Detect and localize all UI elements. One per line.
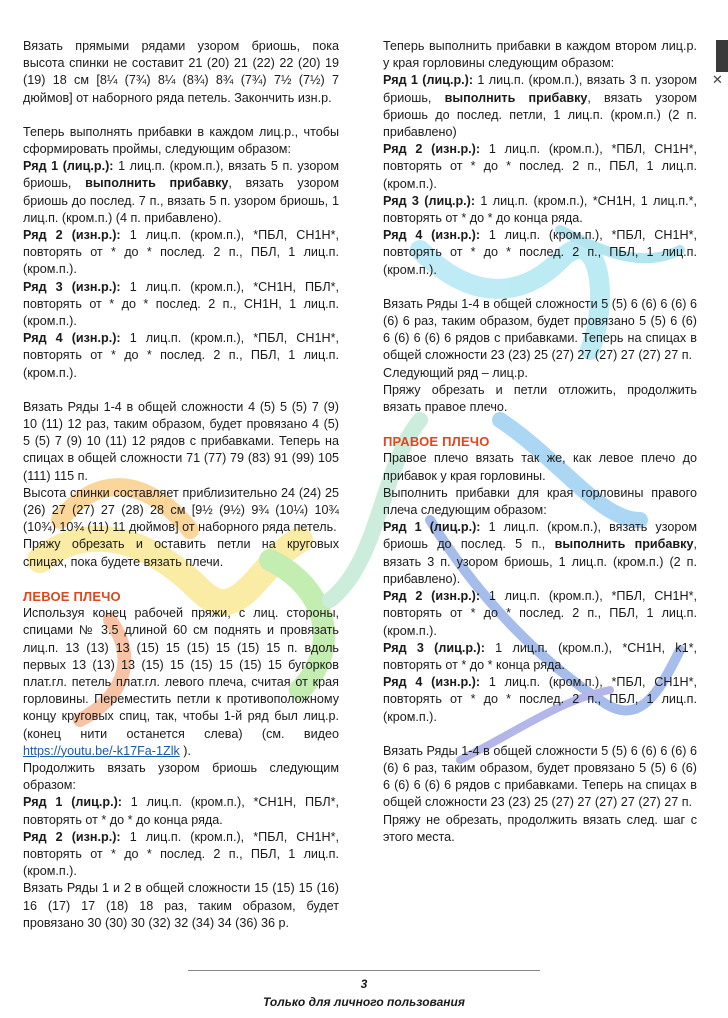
paragraph: Вязать Ряды 1-4 в общей сложности 5 (5) 6 (6) 6 (6) 6 (6) 6 раз, таким образом, будет провязано 5 (5) 6 (6) 6 (6) 6 (6) 6 рядов с прибавками. Теперь на спицах в общей сложности 23 (23) 25 (27) 27 (27) 27 (27) 27 п.	[383, 296, 697, 363]
right-column	[383, 38, 697, 846]
row-3-instruction: Ряд 3 (лиц.р.): 1 лиц.п. (кром.п.), *СН1Н, k1*, повторять от * до * конца ряда.	[383, 640, 697, 672]
paragraph: Следующий ряд – лиц.р.	[383, 365, 528, 380]
paragraph: Вязать Ряды 1 и 2 в общей сложности 15 (15) 15 (16) 16 (17) 17 (18) 18 раз, таким образом, будет провязано 30 (30) 30 (32) 32 (34) 34 (36) 36 р.	[23, 881, 339, 930]
row-2-instruction: Ряд 2 (изн.р.): 1 лиц.п. (кром.п.), *ПБЛ, СН1Н*, повторять от * до * послед. 2 п., ПБЛ, 1 лиц.п. (кром.п.).	[23, 829, 339, 879]
paragraph: Вязать Ряды 1-4 в общей сложности 5 (5) 6 (6) 6 (6) 6 (6) 6 раз, таким образом, будет провязано 5 (5) 6 (6) 6 (6) 6 (6) 6 рядов с прибавками. Теперь на спицах в общей сложности 23 (23) 25 (27) 27 (27) 27 (27) 27 п.	[383, 743, 697, 810]
paragraph: Теперь выполнить прибавки в каждом втором лиц.р. у края горловины следующим образом:	[383, 39, 697, 71]
row-1-instruction: Ряд 1 (лиц.р.): 1 лиц.п. (кром.п.), *СН1Н, ПБЛ*, повторять от * до * до конца ряда.	[23, 795, 339, 827]
paragraph: Вязать прямыми рядами узором бриошь, пока высота спинки не составит 21 (20) 21 (22) 22 (20) 19 (19) 18 см [8¼ (7¾) 8¼ (8¾) 8¾ (7¾) 7½ (7½) 7 дюймов] от наборного ряда петель. Закончить изн.р.	[23, 39, 339, 105]
video-link[interactable]: https://youtu.be/-k17Fa-1Zlk	[23, 743, 180, 758]
row-4-instruction: Ряд 4 (изн.р.): 1 лиц.п. (кром.п.), *ПБЛ, СН1Н*, повторять от * до * послед. 2 п., ПБЛ, 1 лиц.п. (кром.п.).	[23, 331, 339, 380]
row-1-instruction: Ряд 1 (лиц.р.): 1 лиц.п. (кром.п.), вязать 5 п. узором бриошь, выполнить прибавку, вязать узором бриошь до послед. 7 п., вязать 5 п. узором бриошь, 1 лиц.п. (кром.п.) (4 п. прибавлено).	[23, 159, 339, 225]
row-4-instruction: Ряд 4 (изн.р.): 1 лиц.п. (кром.п.), *ПБЛ, СН1Н*, повторять от * до * послед. 2 п., ПБЛ, 1 лиц.п. (кром.п.).	[383, 675, 697, 724]
paragraph: Используя конец рабочей пряжи, с лиц. стороны, спицами № 3.5 длиной 60 см поднять и провязать лиц.п. 13 (13) 13 (15) 15 (15) 15 (15) 15 п. вдоль первых 13 (13) 13 (15) 15 (15) 15 (15) 15 бугорков плат.гл. петель плат.гл. левого плеча, считая от края горловины. Переместить петли к противоположному концу круговых спиц, так, чтобы 1-й ряд был лиц.р. (конец нити останется слева) (см. видео https://youtu.be/-k17Fa-1Zlk ).	[23, 606, 339, 758]
paragraph: Выполнить прибавки для края горловины правого плеча следующим образом:	[383, 485, 697, 518]
left-column	[23, 38, 339, 932]
row-4-instruction: Ряд 4 (изн.р.): 1 лиц.п. (кром.п.), *ПБЛ, СН1Н*, повторять от * до * послед. 2 п., ПБЛ, 1 лиц.п. (кром.п.).	[383, 228, 697, 277]
row-1-instruction: Ряд 1 (лиц.р.): 1 лиц.п. (кром.п.), вязать 3 п. узором бриошь, выполнить прибавку, вязать узором бриошь до послед. петли, 1 лиц.п. (кром.п.) (2 п. прибавлено)	[383, 73, 697, 140]
row-2-instruction: Ряд 2 (изн.р.): 1 лиц.п. (кром.п.), *ПБЛ, СН1Н*, повторять от * до * послед. 2 п., ПБЛ, 1 лиц.п. (кром.п.).	[383, 589, 697, 638]
row-3-instruction: Ряд 3 (лиц.р.): 1 лиц.п. (кром.п.), *СН1Н, 1 лиц.п.*, повторять от * до * до конца ряда.	[383, 193, 697, 226]
edge-tab	[716, 40, 728, 72]
paragraph: Теперь выполнять прибавки в каждом лиц.р., чтобы сформировать проймы, следующим образом:	[23, 124, 339, 157]
close-icon[interactable]: ✕	[712, 72, 723, 87]
footer-note: Только для личного пользования	[263, 995, 465, 1009]
paragraph: Пряжу обрезать и оставить петли на круговых спицах, пока будете вязать плечи.	[23, 537, 339, 569]
paragraph: Пряжу обрезать и петли отложить, продолжить вязать правое плечо.	[383, 382, 697, 415]
page-number: 3	[360, 977, 368, 991]
footer-divider	[188, 970, 540, 971]
paragraph: Правое плечо вязать так же, как левое плечо до прибавок у края горловины.	[383, 451, 697, 483]
section-heading-right-shoulder: ПРАВОЕ ПЛЕЧО	[383, 434, 490, 450]
row-3-instruction: Ряд 3 (изн.р.): 1 лиц.п. (кром.п.), *СН1Н, ПБЛ*, повторять от * до * послед. 2 п., СН1Н, 1 лиц.п. (кром.п.).	[23, 279, 339, 329]
paragraph: Вязать Ряды 1-4 в общей сложности 4 (5) 5 (5) 7 (9) 10 (11) 12 раз, таким образом, будет провязано 4 (5) 5 (5) 7 (9) 10 (11) 12 рядов с прибавками. Теперь на спицах в общей сложности 71 (77) 79 (83) 91 (99) 105 (111) 115 п.	[23, 399, 339, 483]
section-heading-left-shoulder: ЛЕВОЕ ПЛЕЧО	[23, 588, 121, 604]
paragraph: Продолжить вязать узором бриошь следующим образом:	[23, 760, 339, 793]
paragraph: Высота спинки составляет приблизительно 24 (24) 25 (26) 27 (27) 27 (28) 28 см [9½ (9½) 9¾ (10¼) 10¾ (10¾) 10¾ (11) 11 дюймов] от наборного ряда петель.	[23, 485, 339, 535]
paragraph: Пряжу не обрезать, продолжить вязать след. шаг с этого места.	[383, 812, 697, 844]
row-2-instruction: Ряд 2 (изн.р.): 1 лиц.п. (кром.п.), *ПБЛ, СН1Н*, повторять от * до * послед. 2 п., ПБЛ, 1 лиц.п. (кром.п.).	[383, 142, 697, 191]
row-2-instruction: Ряд 2 (изн.р.): 1 лиц.п. (кром.п.), *ПБЛ, СН1Н*, повторять от * до * послед. 2 п., ПБЛ, 1 лиц.п. (кром.п.).	[23, 228, 339, 277]
row-1-instruction: Ряд 1 (лиц.р.): 1 лиц.п. (кром.п.), вязать узором бриошь до послед. 5 п., выполнить прибавку, вязать 3 п. узором бриошь, 1 лиц.п. (кром.п.) (2 п. прибавлено).	[383, 520, 697, 586]
